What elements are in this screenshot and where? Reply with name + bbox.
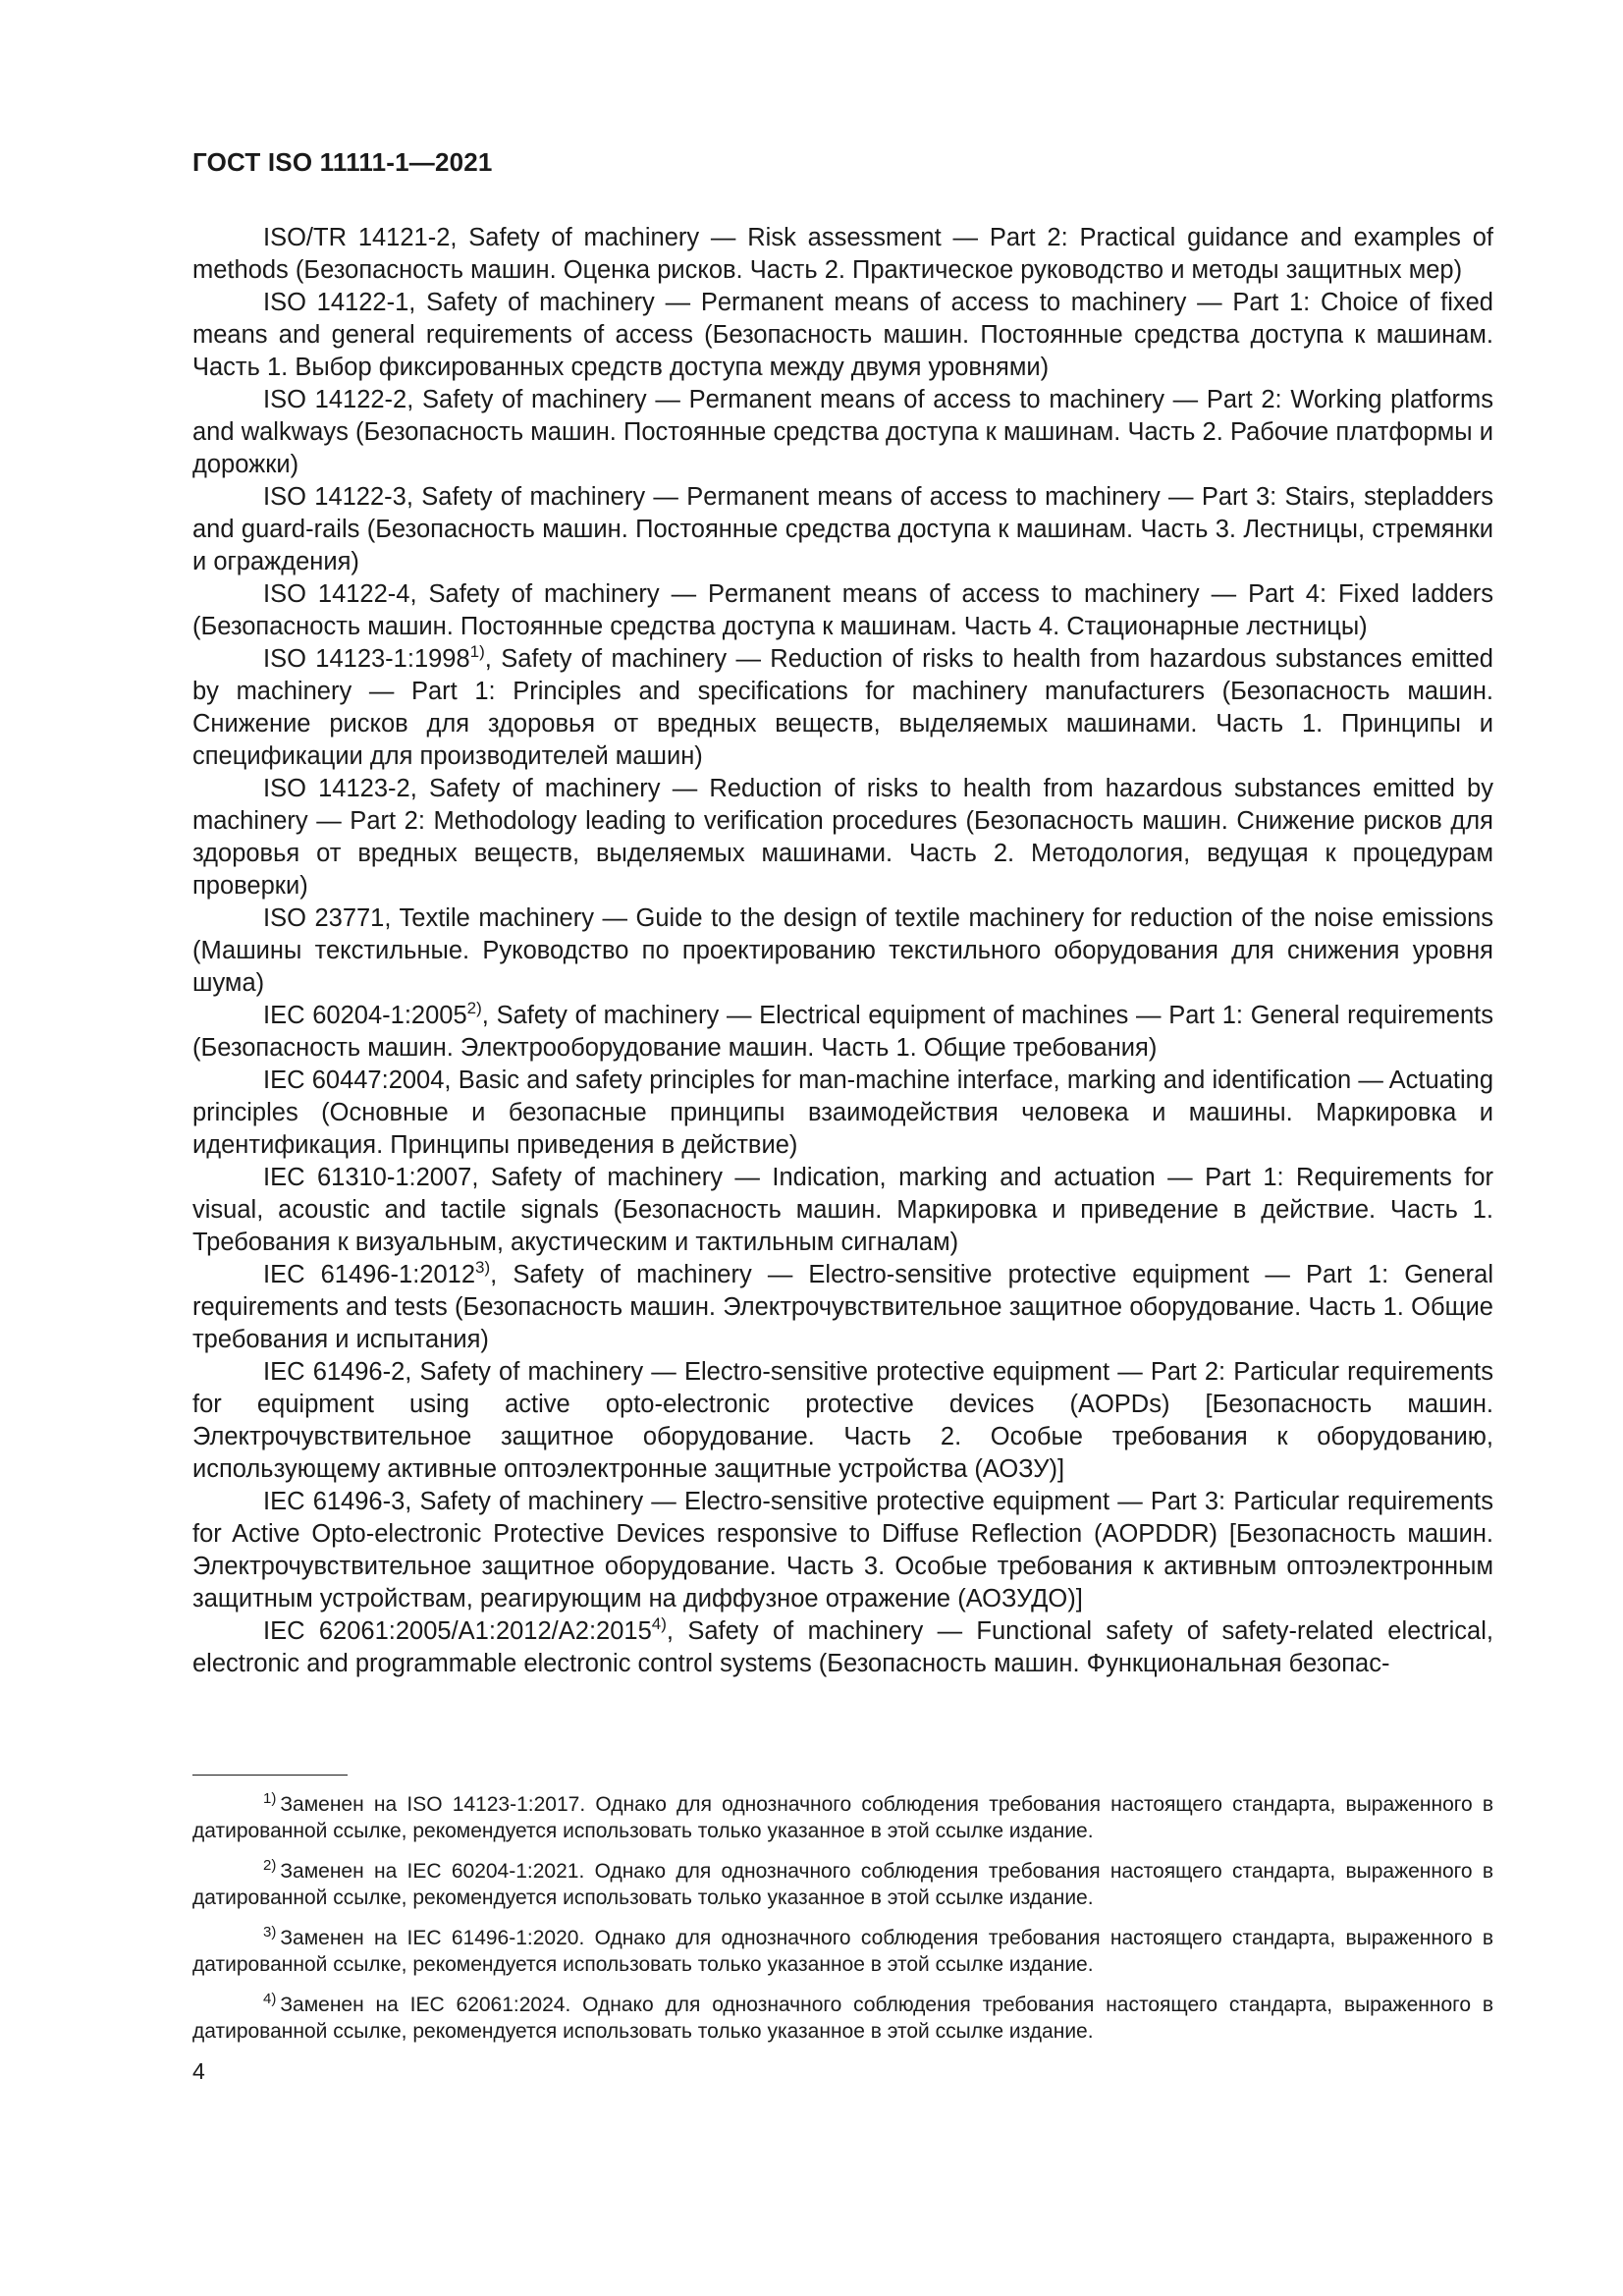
reference-item: ISO 14122-2, Safety of machinery — Permanent means of access to machinery — Part 2: Working platforms and walkways (Безопасность машин. Постоянные средства доступа к машинам. Часть 2. Рабочие платформы и дорожки) [192,386,1493,478]
reference-item: ISO 14122-4, Safety of machinery — Permanent means of access to machinery — Part 4: Fixed ladders (Безопасность машин. Постоянные средства доступа к машинам. Часть 4. Стационарные лестницы) [192,580,1493,640]
reference-item: IEC 61496-1:2012$^{3)}$, Safety of machinery — Electro-sensitive protective equipment — Part 1: General requirements and tests (Безопасность машин. Электрочувствительное защитное оборудование. Часть 1. Общие требования и испытания) [192,1258,1493,1353]
reference-item: IEC 61496-3, Safety of machinery — Electro-sensitive protective equipment — Part 3: Particular requirements for Active Opto-electronic Protective Devices responsive to Diffuse Reflection (AOPDDR) [Безопасность машин. Электрочувствительное защитное оборудование. Часть 3. Особые требования к активным оптоэлектронным защитным устройствам, реагирующим на диффузное отражение (АОЗУДО)] [192,1488,1493,1613]
footnotes [192,1791,1493,2058]
footnote-item: $^{4)}$ Заменен на IEC 62061:2024. Однако для однозначного соблюдения требования настоящего стандарта, выраженного в датированной ссылке, рекомендуется использовать только указанное в этой ссылке издание. [192,1991,1493,2043]
reference-item: IEC 62061:2005/A1:2012/A2:2015$^{4)}$, Safety of machinery — Functional safety of safety-related electrical, electronic and programmable electronic control systems (Безопасность машин. Функциональная безопас- [192,1614,1493,1677]
footnote-item: $^{3)}$ Заменен на IEC 61496-1:2020. Однако для однозначного соблюдения требования настоящего стандарта, выраженного в датированной ссылке, рекомендуется использовать только указанное в этой ссылке издание. [192,1924,1493,1976]
reference-item: ISO 14122-3, Safety of machinery — Permanent means of access to machinery — Part 3: Stairs, stepladders and guard-rails (Безопасность машин. Постоянные средства доступа к машинам. Часть 3. Лестницы, стремянки и ограждения) [192,483,1493,575]
footnote-marker: 4) [651,1614,667,1633]
reference-item: IEC 60447:2004, Basic and safety principles for man-machine interface, marking and identification — Actuating principles (Основные и безопасные принципы взаимодействия человека и машины. Маркировка и идентификация. Принципы приведения в действие) [192,1066,1493,1159]
footnote-separator [192,1775,348,1776]
reference-item: IEC 61496-2, Safety of machinery — Electro-sensitive protective equipment — Part 2: Particular requirements for equipment using active opto-electronic protective devices (AOPDs) [Безопасность машин. Электрочувствительное защитное оборудование. Часть 2. Особые требования к оборудованию, использующему активные оптоэлектронные защитные устройства (АОЗУ)] [192,1358,1493,1483]
document-code-header: ГОСТ ISO 11111-1—2021 [192,147,493,177]
footnote-mark: 2) [263,1857,277,1874]
footnote-mark: 1) [263,1790,277,1807]
footnote-mark: 4) [263,1991,277,2007]
reference-item: ISO 14123-2, Safety of machinery — Reduction of risks to health from hazardous substances emitted by machinery — Part 2: Methodology leading to verification procedures (Безопасность машин. Снижение рисков для здоровья от вредных веществ, выделяемых машинами. Часть 2. Методология, ведущая к процедурам проверки) [192,775,1493,900]
reference-item: ISO 14123-1:1998$^{1)}$, Safety of machinery — Reduction of risks to health from hazardous substances emitted by machinery — Part 1: Principles and specifications for machinery manufacturers (Безопасность машин. Снижение рисков для здоровья от вредных веществ, выделяемых машинами. Часть 1. Принципы и спецификации для производителей машин) [192,642,1493,770]
reference-item: IEC 61310-1:2007, Safety of machinery — Indication, marking and actuation — Part 1: Requirements for visual, acoustic and tactile signals (Безопасность машин. Маркировка и приведение в действие. Часть 1. Требования к визуальным, акустическим и тактильным сигналам) [192,1164,1493,1256]
footnote-marker: 1) [469,642,485,661]
normative-references-list [192,222,1493,1680]
footnote-item: $^{2)}$ Заменен на IEC 60204-1:2021. Однако для однозначного соблюдения требования настоящего стандарта, выраженного в датированной ссылке, рекомендуется использовать только указанное в этой ссылке издание. [192,1857,1493,1909]
footnote-mark: 3) [263,1924,277,1941]
footnote-item: $^{1)}$ Заменен на ISO 14123-1:2017. Однако для однозначного соблюдения требования настоящего стандарта, выраженного в датированной ссылке, рекомендуется использовать только указанное в этой ссылке издание. [192,1790,1493,1842]
reference-item: IEC 60204-1:2005$^{2)}$, Safety of machinery — Electrical equipment of machines — Part 1: General requirements (Безопасность машин. Электрооборудование машин. Часть 1. Общие требования) [192,999,1493,1062]
reference-item: ISO 14122-1, Safety of machinery — Permanent means of access to machinery — Part 1: Choice of fixed means and general requirements of access (Безопасность машин. Постоянные средства доступа к машинам. Часть 1. Выбор фиксированных средств доступа между двумя уровнями) [192,289,1493,381]
reference-item: ISO/TR 14121-2, Safety of machinery — Risk assessment — Part 2: Practical guidance and examples of methods (Безопасность машин. Оценка рисков. Часть 2. Практическое руководство и методы защитных мер) [192,224,1493,284]
footnote-marker: 2) [466,999,482,1017]
footnote-marker: 3) [475,1258,491,1277]
reference-item: ISO 23771, Textile machinery — Guide to the design of textile machinery for reduction of the noise emissions (Машины текстильные. Руководство по проектированию текстильного оборудования для снижения уровня шума) [192,904,1493,997]
page-number: 4 [192,2058,205,2084]
